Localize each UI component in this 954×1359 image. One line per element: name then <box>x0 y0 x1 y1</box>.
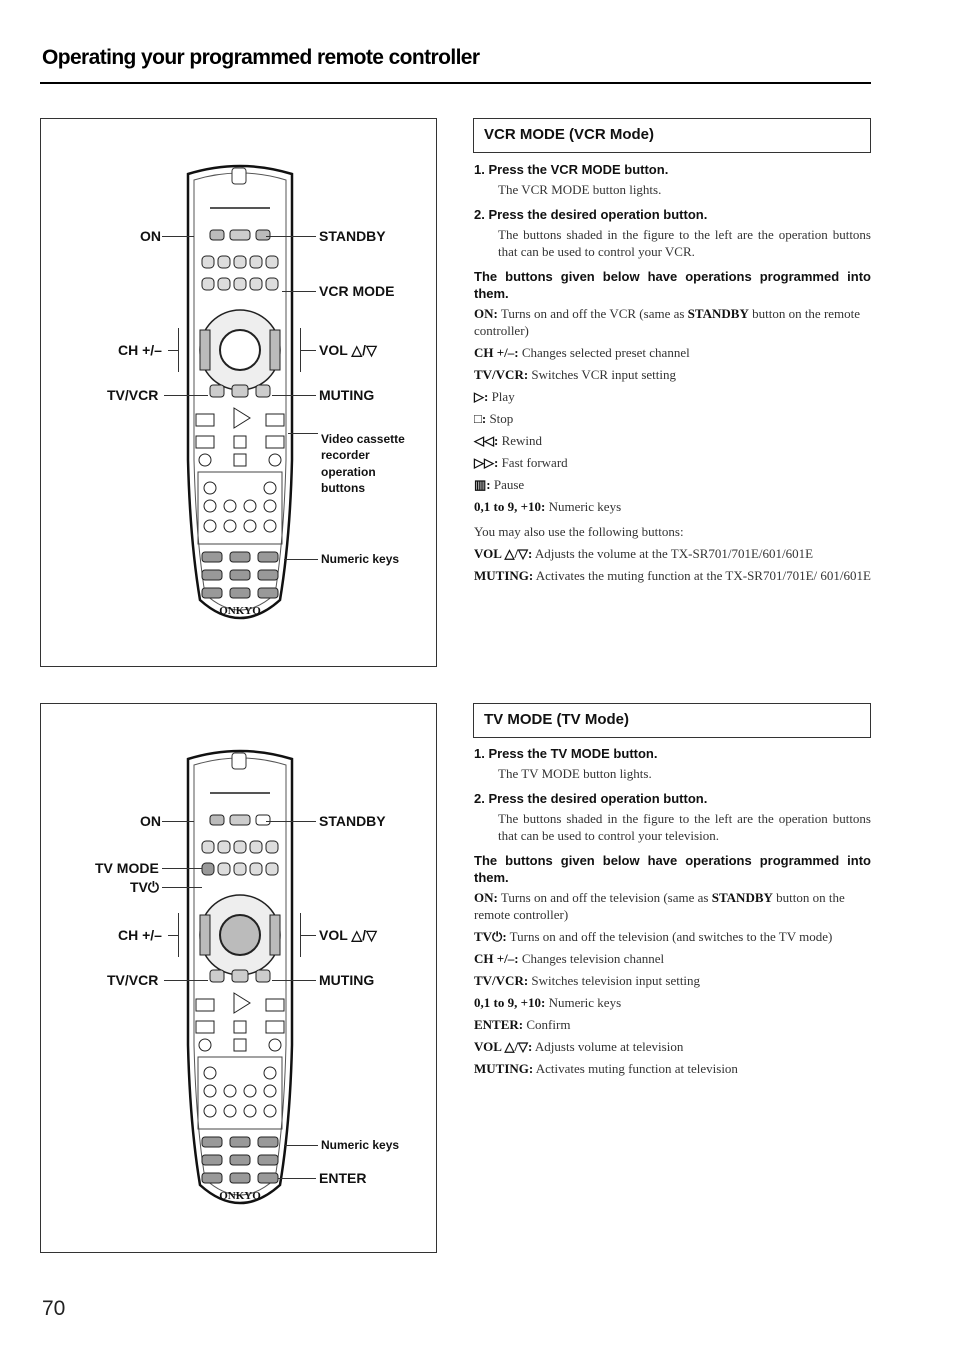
tv-section-body <box>474 745 871 1082</box>
remote-illustration-tv <box>180 745 300 1217</box>
tv-item-vol: VOL △/▽: Adjusts volume at television <box>474 1039 684 1054</box>
label-numeric-keys: Numeric keys <box>321 552 400 566</box>
vcr-also-muting: MUTING: Activates the muting function at the TX-SR701/701E/ 601/601E <box>474 568 871 583</box>
label-vol-2: VOL △/▽ <box>319 927 377 943</box>
tv-item-tvvcr: TV/VCR: Switches television input setting <box>474 973 701 988</box>
label-tvvcr-2: TV/VCR <box>107 972 159 988</box>
tv-item-on: ON: Turns on and off the television (same as STANDBY button on the remote controller) <box>474 890 845 922</box>
tv-step-2: 2. Press the desired operation button. <box>474 791 708 806</box>
remote-brand-logo: ONKYO <box>219 605 261 617</box>
remote-illustration-vcr <box>180 160 300 632</box>
tv-item-enter: ENTER: Confirm <box>474 1017 571 1032</box>
label-vol: VOL △/▽ <box>319 342 377 358</box>
label-numeric-keys-2: Numeric keys <box>321 1138 400 1152</box>
page-number: 70 <box>42 1297 66 1320</box>
vcr-item-on: ON: Turns on and off the VCR (same as STANDBY button on the remote controller) <box>474 306 861 338</box>
label-on: ON <box>140 228 161 244</box>
tv-step-2-body: The buttons shaded in the figure to the left are the operation buttons that can be used to control your television. <box>498 811 871 843</box>
label-standby: STANDBY <box>319 228 386 244</box>
label-tvvcr: TV/VCR <box>107 387 159 403</box>
label-vcr-buttons-3: operation <box>321 465 376 479</box>
page-title: Operating your programmed remote controller <box>42 46 480 69</box>
label-tv-mode: TV MODE <box>95 860 159 876</box>
vcr-item-pause: ▥: Pause <box>474 477 525 492</box>
vcr-item-ff: ▷▷: Fast forward <box>474 455 568 470</box>
tv-item-numeric: 0,1 to 9, +10: Numeric keys <box>474 995 622 1010</box>
tv-subhead: The buttons given below have operations programmed into them. <box>474 853 871 885</box>
tv-step-1: 1. Press the TV MODE button. <box>474 746 658 761</box>
title-rule <box>40 82 871 84</box>
label-vcr-buttons-4: buttons <box>321 481 365 495</box>
vcr-section-body <box>474 161 871 589</box>
label-on-2: ON <box>140 813 161 829</box>
vcr-step-2: 2. Press the desired operation button. <box>474 207 708 222</box>
vcr-item-rewind: ◁◁: Rewind <box>474 433 543 448</box>
vcr-also-vol: VOL △/▽: Adjusts the volume at the TX-SR701/701E/601/601E <box>474 546 814 561</box>
vcr-step-2-body: The buttons shaded in the figure to the left are the operation buttons that can be used to control your VCR. <box>498 227 871 259</box>
label-tv-power: TV⏻ <box>130 879 159 895</box>
vcr-also-note: You may also use the following buttons: <box>474 524 684 539</box>
label-muting: MUTING <box>319 387 375 403</box>
tv-section-heading: TV MODE (TV Mode) <box>473 703 871 738</box>
label-ch: CH +/– <box>118 342 162 358</box>
vcr-item-ch: CH +/–: Changes selected preset channel <box>474 345 690 360</box>
vcr-item-stop: □: Stop <box>474 411 514 426</box>
vcr-step-1: 1. Press the VCR MODE button. <box>474 162 669 177</box>
tv-item-ch: CH +/–: Changes television channel <box>474 951 665 966</box>
vcr-item-play: ▷: Play <box>474 389 515 404</box>
label-standby-2: STANDBY <box>319 813 386 829</box>
tv-item-muting: MUTING: Activates muting function at television <box>474 1061 738 1076</box>
vcr-item-numeric: 0,1 to 9, +10: Numeric keys <box>474 499 622 514</box>
vcr-subhead: The buttons given below have operations programmed into them. <box>474 269 871 301</box>
label-vcr-buttons-2: recorder <box>321 448 370 462</box>
tv-item-tv-power: TV⏻: Turns on and off the television (and switches to the TV mode) <box>474 929 833 944</box>
label-vcr-buttons-1: Video cassette <box>321 432 405 446</box>
remote-brand-logo-2: ONKYO <box>219 1190 261 1202</box>
vcr-step-1-body: The VCR MODE button lights. <box>498 182 662 197</box>
label-enter: ENTER <box>319 1170 367 1186</box>
label-vcr-mode: VCR MODE <box>319 283 395 299</box>
vcr-item-tvvcr: TV/VCR: Switches VCR input setting <box>474 367 676 382</box>
tv-step-1-body: The TV MODE button lights. <box>498 766 652 781</box>
label-muting-2: MUTING <box>319 972 375 988</box>
vcr-section-heading: VCR MODE (VCR Mode) <box>473 118 871 153</box>
label-ch-2: CH +/– <box>118 927 162 943</box>
